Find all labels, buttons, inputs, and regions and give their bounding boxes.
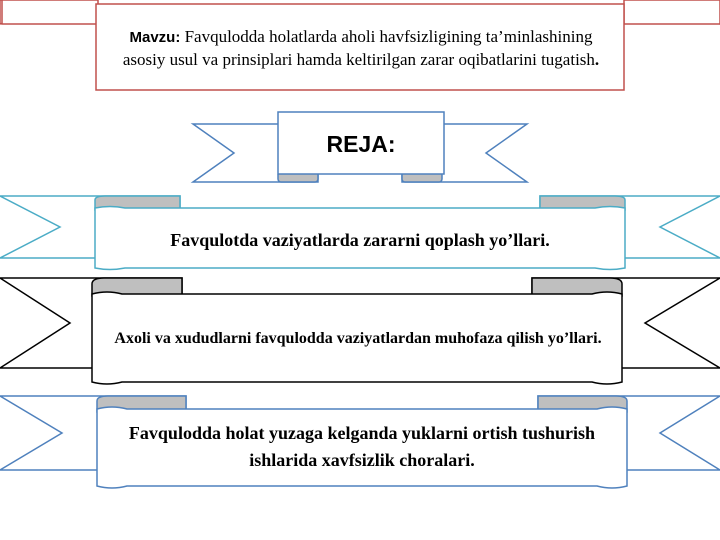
topic-end-mark: . (594, 49, 600, 69)
topic-body: Favqulodda holatlarda aholi havfsizligining ta’minlashining asosiy usul va prinsiplari hamda keltirilgan zarar oqibatlarini tugatish (122, 26, 595, 69)
plan-item-1: Favqulotda vaziyatlarda zararni qoplash yo’llari. (170, 229, 550, 250)
plan-item-2: Axoli va xududlarni favqulodda vaziyatlardan muhofaza qilish yo’llari. (114, 330, 602, 347)
plan-title: REJA: (326, 130, 396, 157)
topic-label: Mavzu: (129, 28, 181, 46)
topic-ribbon-left-end (2, 0, 98, 24)
plan-item-3: Favqulodda holat yuzaga kelganda yuklarni ortish tushurish ishlarida xavfsizlik choralari. (128, 423, 596, 470)
topic-text (98, 6, 624, 90)
topic-ribbon-right-end (624, 0, 720, 24)
